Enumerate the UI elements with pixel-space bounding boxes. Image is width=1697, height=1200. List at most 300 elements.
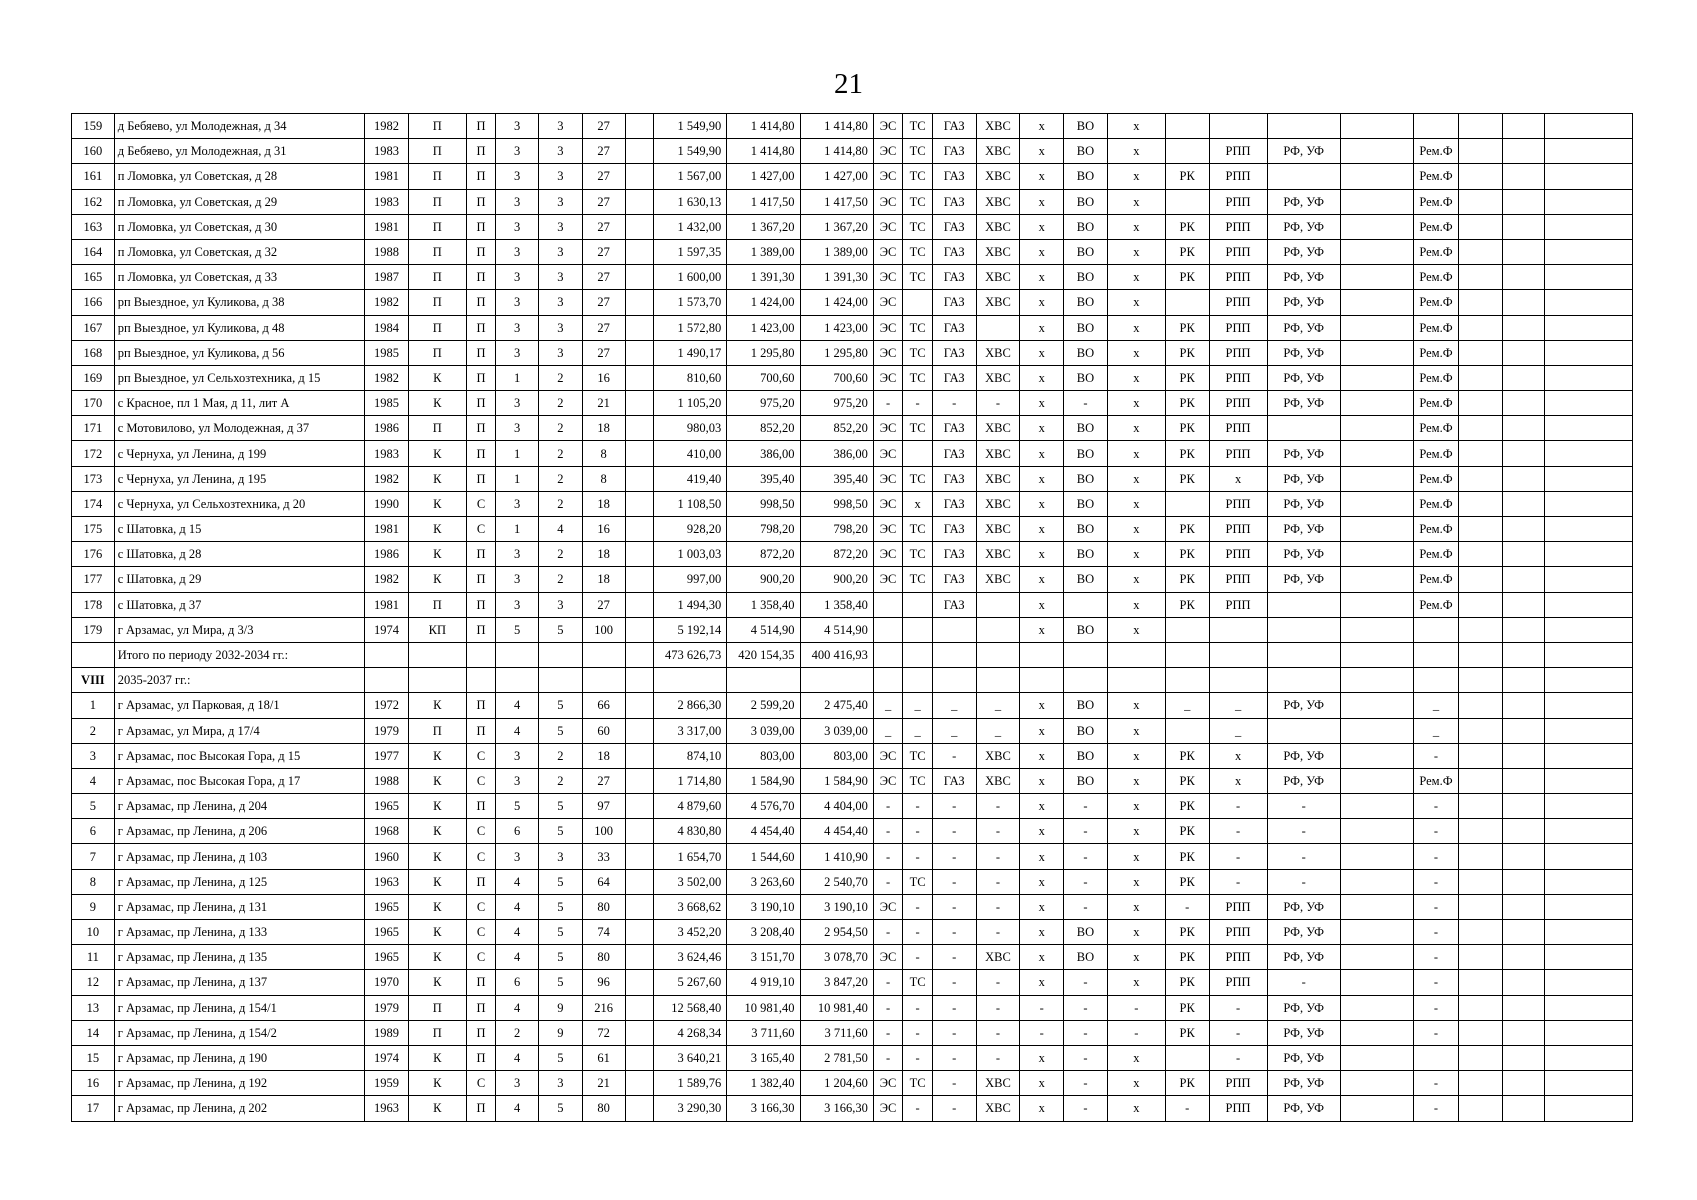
cell-blank4 xyxy=(1502,920,1545,945)
cell-year: 1965 xyxy=(365,894,409,919)
cell-vt: х xyxy=(1107,340,1165,365)
cell-material: К xyxy=(408,491,466,516)
cell-vt xyxy=(1107,668,1165,693)
cell-es: - xyxy=(873,1020,903,1045)
cell-floors: 4 xyxy=(496,1045,539,1070)
cell-gvs: х xyxy=(1020,567,1064,592)
cell-area_res: 1 417,50 xyxy=(800,189,873,214)
cell-vo: ВО xyxy=(1064,315,1108,340)
cell-blank4 xyxy=(1502,214,1545,239)
cell-area_living: 1 391,30 xyxy=(727,265,800,290)
cell-vo: ВО xyxy=(1064,920,1108,945)
cell-rk xyxy=(1165,617,1209,642)
cell-apts: 61 xyxy=(582,1045,625,1070)
cell-blank2 xyxy=(1340,391,1413,416)
cell-entrances: 3 xyxy=(539,592,583,617)
cell-area_total: 980,03 xyxy=(654,416,727,441)
cell-area_total: 419,40 xyxy=(654,466,727,491)
cell-address: г Арзамас, пр Ленина, д 190 xyxy=(114,1045,364,1070)
cell-floors: 3 xyxy=(496,743,539,768)
cell-area_living: 420 154,35 xyxy=(727,642,800,667)
cell-year: 1974 xyxy=(365,617,409,642)
cell-floors: 4 xyxy=(496,920,539,945)
cell-vt: х xyxy=(1107,416,1165,441)
cell-blank5 xyxy=(1545,290,1633,315)
cell-blank3 xyxy=(1458,164,1502,189)
cell-apts: 27 xyxy=(582,239,625,264)
cell-blank2 xyxy=(1340,844,1413,869)
cell-hvs: - xyxy=(976,391,1020,416)
cell-vt: х xyxy=(1107,315,1165,340)
cell-address: г Арзамас, ул Мира, д 3/3 xyxy=(114,617,364,642)
cell-gvs: х xyxy=(1020,718,1064,743)
cell-area_res: 1 204,60 xyxy=(800,1071,873,1096)
cell-area_total: 1 630,13 xyxy=(654,189,727,214)
cell-vt xyxy=(1107,642,1165,667)
cell-area_living: 3 165,40 xyxy=(727,1045,800,1070)
cell-material: К xyxy=(408,819,466,844)
cell-gvs: х xyxy=(1020,743,1064,768)
cell-ts: ТС xyxy=(903,265,933,290)
cell-year: 1983 xyxy=(365,139,409,164)
cell-type: П xyxy=(466,718,496,743)
cell-rf: РФ, УФ xyxy=(1267,920,1340,945)
cell-blank5 xyxy=(1545,592,1633,617)
cell-year: 1979 xyxy=(365,995,409,1020)
cell-entrances: 5 xyxy=(539,1045,583,1070)
cell-rem: - xyxy=(1414,920,1459,945)
cell-address: г Арзамас, пр Ленина, д 204 xyxy=(114,794,364,819)
cell-blank4 xyxy=(1502,945,1545,970)
cell-area_res: 10 981,40 xyxy=(800,995,873,1020)
cell-blank2 xyxy=(1340,491,1413,516)
cell-material: К xyxy=(408,542,466,567)
cell-blank3 xyxy=(1458,768,1502,793)
table-row xyxy=(72,617,1633,642)
cell-blank2 xyxy=(1340,164,1413,189)
table-row xyxy=(72,441,1633,466)
cell-rpp: - xyxy=(1209,844,1267,869)
cell-no: 170 xyxy=(72,391,115,416)
cell-no: 6 xyxy=(72,819,115,844)
cell-year: 1982 xyxy=(365,365,409,390)
cell-blank2 xyxy=(1340,1071,1413,1096)
cell-blank5 xyxy=(1545,164,1633,189)
cell-year: 1972 xyxy=(365,693,409,718)
cell-rf: РФ, УФ xyxy=(1267,894,1340,919)
cell-es: ЭС xyxy=(873,164,903,189)
cell-rk: РК xyxy=(1165,265,1209,290)
cell-hvs: ХВС xyxy=(976,416,1020,441)
cell-rpp: - xyxy=(1209,1020,1267,1045)
cell-blank xyxy=(625,265,653,290)
cell-entrances: 2 xyxy=(539,542,583,567)
cell-gaz: ГАЗ xyxy=(932,265,976,290)
cell-year: 1988 xyxy=(365,768,409,793)
cell-ts: ТС xyxy=(903,1071,933,1096)
cell-blank xyxy=(625,894,653,919)
cell-rf: РФ, УФ xyxy=(1267,995,1340,1020)
cell-blank3 xyxy=(1458,920,1502,945)
cell-blank3 xyxy=(1458,265,1502,290)
cell-area_living: 1 417,50 xyxy=(727,189,800,214)
cell-entrances: 3 xyxy=(539,340,583,365)
cell-no: 169 xyxy=(72,365,115,390)
cell-no: 171 xyxy=(72,416,115,441)
cell-address: 2035-2037 гг.: xyxy=(114,668,364,693)
cell-entrances: 2 xyxy=(539,567,583,592)
cell-area_res: 2 540,70 xyxy=(800,869,873,894)
cell-no: 3 xyxy=(72,743,115,768)
cell-blank3 xyxy=(1458,869,1502,894)
cell-apts: 74 xyxy=(582,920,625,945)
cell-vt: х xyxy=(1107,768,1165,793)
cell-gvs: х xyxy=(1020,114,1064,139)
cell-es: ЭС xyxy=(873,542,903,567)
cell-apts: 27 xyxy=(582,592,625,617)
cell-entrances: 9 xyxy=(539,995,583,1020)
cell-ts: ТС xyxy=(903,869,933,894)
cell-rk xyxy=(1165,189,1209,214)
cell-rk: РК xyxy=(1165,920,1209,945)
cell-blank2 xyxy=(1340,189,1413,214)
cell-blank3 xyxy=(1458,567,1502,592)
table-row xyxy=(72,1045,1633,1070)
cell-rf: РФ, УФ xyxy=(1267,945,1340,970)
cell-blank5 xyxy=(1545,970,1633,995)
cell-floors: 3 xyxy=(496,214,539,239)
cell-no: 176 xyxy=(72,542,115,567)
cell-vo: - xyxy=(1064,844,1108,869)
cell-vo: ВО xyxy=(1064,466,1108,491)
cell-apts: 80 xyxy=(582,894,625,919)
cell-material: К xyxy=(408,693,466,718)
cell-year: 1989 xyxy=(365,1020,409,1045)
cell-blank5 xyxy=(1545,542,1633,567)
cell-entrances: 2 xyxy=(539,441,583,466)
cell-vt: х xyxy=(1107,517,1165,542)
cell-vt: - xyxy=(1107,995,1165,1020)
cell-blank5 xyxy=(1545,114,1633,139)
cell-es xyxy=(873,592,903,617)
cell-type: П xyxy=(466,970,496,995)
cell-es: - xyxy=(873,844,903,869)
cell-type: С xyxy=(466,945,496,970)
cell-es: ЭС xyxy=(873,894,903,919)
cell-area_total: 1 549,90 xyxy=(654,139,727,164)
cell-ts: х xyxy=(903,491,933,516)
cell-blank xyxy=(625,365,653,390)
cell-gvs xyxy=(1020,642,1064,667)
cell-entrances: 3 xyxy=(539,114,583,139)
cell-vt: х xyxy=(1107,945,1165,970)
cell-area_res: 1 584,90 xyxy=(800,768,873,793)
cell-rem: Рем.Ф xyxy=(1414,365,1459,390)
cell-no: 9 xyxy=(72,894,115,919)
table-row xyxy=(72,894,1633,919)
cell-blank5 xyxy=(1545,869,1633,894)
cell-rk: РК xyxy=(1165,340,1209,365)
table-row xyxy=(72,542,1633,567)
cell-area_living: 4 514,90 xyxy=(727,617,800,642)
cell-area_res: 3 190,10 xyxy=(800,894,873,919)
cell-blank4 xyxy=(1502,239,1545,264)
cell-type xyxy=(466,668,496,693)
cell-rpp: РПП xyxy=(1209,290,1267,315)
cell-address: п Ломовка, ул Советская, д 32 xyxy=(114,239,364,264)
cell-hvs: ХВС xyxy=(976,517,1020,542)
cell-no: 2 xyxy=(72,718,115,743)
cell-ts: - xyxy=(903,844,933,869)
cell-vo: ВО xyxy=(1064,416,1108,441)
cell-address: г Арзамас, пр Ленина, д 206 xyxy=(114,819,364,844)
cell-area_living: 3 151,70 xyxy=(727,945,800,970)
cell-address: г Арзамас, пос Высокая Гора, д 15 xyxy=(114,743,364,768)
cell-vt: х xyxy=(1107,164,1165,189)
cell-rf: РФ, УФ xyxy=(1267,239,1340,264)
cell-rf: РФ, УФ xyxy=(1267,743,1340,768)
cell-rk xyxy=(1165,668,1209,693)
cell-blank5 xyxy=(1545,995,1633,1020)
cell-rpp: РПП xyxy=(1209,920,1267,945)
cell-hvs xyxy=(976,617,1020,642)
cell-vt: х xyxy=(1107,265,1165,290)
cell-blank3 xyxy=(1458,315,1502,340)
cell-area_res: 975,20 xyxy=(800,391,873,416)
cell-entrances: 5 xyxy=(539,794,583,819)
cell-gaz: _ xyxy=(932,718,976,743)
cell-floors: 4 xyxy=(496,995,539,1020)
cell-blank4 xyxy=(1502,441,1545,466)
cell-address: рп Выездное, ул Куликова, д 38 xyxy=(114,290,364,315)
cell-blank4 xyxy=(1502,340,1545,365)
cell-apts: 72 xyxy=(582,1020,625,1045)
cell-no: 177 xyxy=(72,567,115,592)
cell-area_res: 1 423,00 xyxy=(800,315,873,340)
cell-blank5 xyxy=(1545,1020,1633,1045)
cell-area_living: 1 414,80 xyxy=(727,139,800,164)
cell-vt: х xyxy=(1107,718,1165,743)
cell-entrances: 2 xyxy=(539,416,583,441)
cell-vo: - xyxy=(1064,1020,1108,1045)
table-row xyxy=(72,642,1633,667)
table-row xyxy=(72,567,1633,592)
cell-rem: _ xyxy=(1414,693,1459,718)
cell-vt: х xyxy=(1107,391,1165,416)
cell-vt: х xyxy=(1107,1071,1165,1096)
cell-rem: Рем.Ф xyxy=(1414,139,1459,164)
cell-blank xyxy=(625,768,653,793)
cell-ts: ТС xyxy=(903,214,933,239)
cell-ts: ТС xyxy=(903,239,933,264)
cell-area_total: 5 267,60 xyxy=(654,970,727,995)
cell-rem xyxy=(1414,642,1459,667)
cell-blank3 xyxy=(1458,1020,1502,1045)
cell-address: п Ломовка, ул Советская, д 28 xyxy=(114,164,364,189)
cell-address: г Арзамас, ул Мира, д 17/4 xyxy=(114,718,364,743)
cell-rpp: - xyxy=(1209,1045,1267,1070)
cell-blank xyxy=(625,114,653,139)
cell-blank xyxy=(625,743,653,768)
cell-floors: 1 xyxy=(496,441,539,466)
cell-vo: ВО xyxy=(1064,743,1108,768)
cell-rk: РК xyxy=(1165,592,1209,617)
cell-blank5 xyxy=(1545,466,1633,491)
cell-blank5 xyxy=(1545,920,1633,945)
cell-rk: РК xyxy=(1165,1071,1209,1096)
cell-blank5 xyxy=(1545,1071,1633,1096)
cell-blank xyxy=(625,1096,653,1121)
cell-blank4 xyxy=(1502,592,1545,617)
cell-hvs: ХВС xyxy=(976,542,1020,567)
cell-blank3 xyxy=(1458,114,1502,139)
cell-ts: ТС xyxy=(903,315,933,340)
cell-year: 1960 xyxy=(365,844,409,869)
cell-entrances: 5 xyxy=(539,819,583,844)
cell-apts: 27 xyxy=(582,340,625,365)
table-row xyxy=(72,290,1633,315)
cell-hvs: ХВС xyxy=(976,164,1020,189)
cell-floors: 5 xyxy=(496,617,539,642)
cell-blank5 xyxy=(1545,214,1633,239)
cell-vo: - xyxy=(1064,1096,1108,1121)
cell-rk: РК xyxy=(1165,995,1209,1020)
cell-material xyxy=(408,668,466,693)
cell-rk: РК xyxy=(1165,945,1209,970)
cell-rem: Рем.Ф xyxy=(1414,239,1459,264)
cell-gaz: ГАЗ xyxy=(932,164,976,189)
cell-type: П xyxy=(466,239,496,264)
cell-blank2 xyxy=(1340,542,1413,567)
cell-blank2 xyxy=(1340,995,1413,1020)
cell-entrances: 5 xyxy=(539,894,583,919)
cell-gvs: х xyxy=(1020,945,1064,970)
cell-area_total: 4 830,80 xyxy=(654,819,727,844)
housing-table xyxy=(71,113,1633,1122)
cell-material: К xyxy=(408,894,466,919)
cell-area_res: 1 391,30 xyxy=(800,265,873,290)
cell-hvs: - xyxy=(976,1020,1020,1045)
cell-rpp: РПП xyxy=(1209,214,1267,239)
cell-area_res: 395,40 xyxy=(800,466,873,491)
cell-vo: ВО xyxy=(1064,114,1108,139)
cell-apts: 96 xyxy=(582,970,625,995)
cell-area_total: 1 573,70 xyxy=(654,290,727,315)
cell-blank3 xyxy=(1458,894,1502,919)
cell-year: 1985 xyxy=(365,391,409,416)
cell-gaz: - xyxy=(932,1045,976,1070)
cell-hvs: ХВС xyxy=(976,768,1020,793)
cell-blank4 xyxy=(1502,391,1545,416)
cell-hvs: ХВС xyxy=(976,239,1020,264)
cell-blank xyxy=(625,139,653,164)
table-row xyxy=(72,239,1633,264)
cell-address: г Арзамас, пос Высокая Гора, д 17 xyxy=(114,768,364,793)
cell-vo: ВО xyxy=(1064,214,1108,239)
cell-address: с Шатовка, д 29 xyxy=(114,567,364,592)
cell-material: П xyxy=(408,265,466,290)
cell-area_res: 1 295,80 xyxy=(800,340,873,365)
cell-area_living xyxy=(727,668,800,693)
cell-year: 1979 xyxy=(365,718,409,743)
cell-blank5 xyxy=(1545,265,1633,290)
cell-type: П xyxy=(466,340,496,365)
cell-hvs: - xyxy=(976,794,1020,819)
cell-gvs: х xyxy=(1020,441,1064,466)
cell-vo: ВО xyxy=(1064,542,1108,567)
cell-type: П xyxy=(466,542,496,567)
cell-hvs: ХВС xyxy=(976,945,1020,970)
cell-hvs: ХВС xyxy=(976,1071,1020,1096)
cell-blank3 xyxy=(1458,819,1502,844)
cell-rem xyxy=(1414,1045,1459,1070)
cell-rk: _ xyxy=(1165,693,1209,718)
cell-blank4 xyxy=(1502,819,1545,844)
cell-address: г Арзамас, пр Ленина, д 154/1 xyxy=(114,995,364,1020)
cell-hvs: ХВС xyxy=(976,189,1020,214)
cell-no: 163 xyxy=(72,214,115,239)
cell-vo: ВО xyxy=(1064,164,1108,189)
cell-ts: ТС xyxy=(903,466,933,491)
cell-gaz: ГАЗ xyxy=(932,340,976,365)
cell-material: П xyxy=(408,416,466,441)
cell-vt: х xyxy=(1107,819,1165,844)
cell-ts: ТС xyxy=(903,542,933,567)
cell-gvs: х xyxy=(1020,844,1064,869)
cell-blank4 xyxy=(1502,869,1545,894)
cell-rem: Рем.Ф xyxy=(1414,340,1459,365)
cell-area_living: 3 711,60 xyxy=(727,1020,800,1045)
cell-rpp: РПП xyxy=(1209,592,1267,617)
cell-material: К xyxy=(408,794,466,819)
cell-hvs: ХВС xyxy=(976,139,1020,164)
cell-blank4 xyxy=(1502,844,1545,869)
cell-no: 7 xyxy=(72,844,115,869)
cell-type: П xyxy=(466,265,496,290)
cell-area_living: 803,00 xyxy=(727,743,800,768)
cell-rpp: - xyxy=(1209,794,1267,819)
cell-entrances: 5 xyxy=(539,1096,583,1121)
cell-rk xyxy=(1165,642,1209,667)
cell-gaz xyxy=(932,617,976,642)
cell-type: С xyxy=(466,894,496,919)
cell-blank4 xyxy=(1502,139,1545,164)
cell-apts: 18 xyxy=(582,567,625,592)
cell-gaz: - xyxy=(932,894,976,919)
cell-blank3 xyxy=(1458,466,1502,491)
cell-rk: РК xyxy=(1165,164,1209,189)
cell-rf: - xyxy=(1267,869,1340,894)
cell-blank5 xyxy=(1545,315,1633,340)
cell-address: г Арзамас, пр Ленина, д 137 xyxy=(114,970,364,995)
cell-rf: РФ, УФ xyxy=(1267,441,1340,466)
cell-rk: РК xyxy=(1165,517,1209,542)
cell-gvs: х xyxy=(1020,894,1064,919)
cell-no: 15 xyxy=(72,1045,115,1070)
cell-address: Итого по периоду 2032-2034 гг.: xyxy=(114,642,364,667)
cell-rpp: РПП xyxy=(1209,1096,1267,1121)
cell-gvs: х xyxy=(1020,517,1064,542)
cell-area_total: 3 290,30 xyxy=(654,1096,727,1121)
cell-blank3 xyxy=(1458,491,1502,516)
cell-gvs: х xyxy=(1020,794,1064,819)
cell-es: ЭС xyxy=(873,340,903,365)
cell-blank4 xyxy=(1502,315,1545,340)
cell-blank5 xyxy=(1545,844,1633,869)
cell-no: 165 xyxy=(72,265,115,290)
cell-blank2 xyxy=(1340,1045,1413,1070)
cell-area_res: 3 847,20 xyxy=(800,970,873,995)
